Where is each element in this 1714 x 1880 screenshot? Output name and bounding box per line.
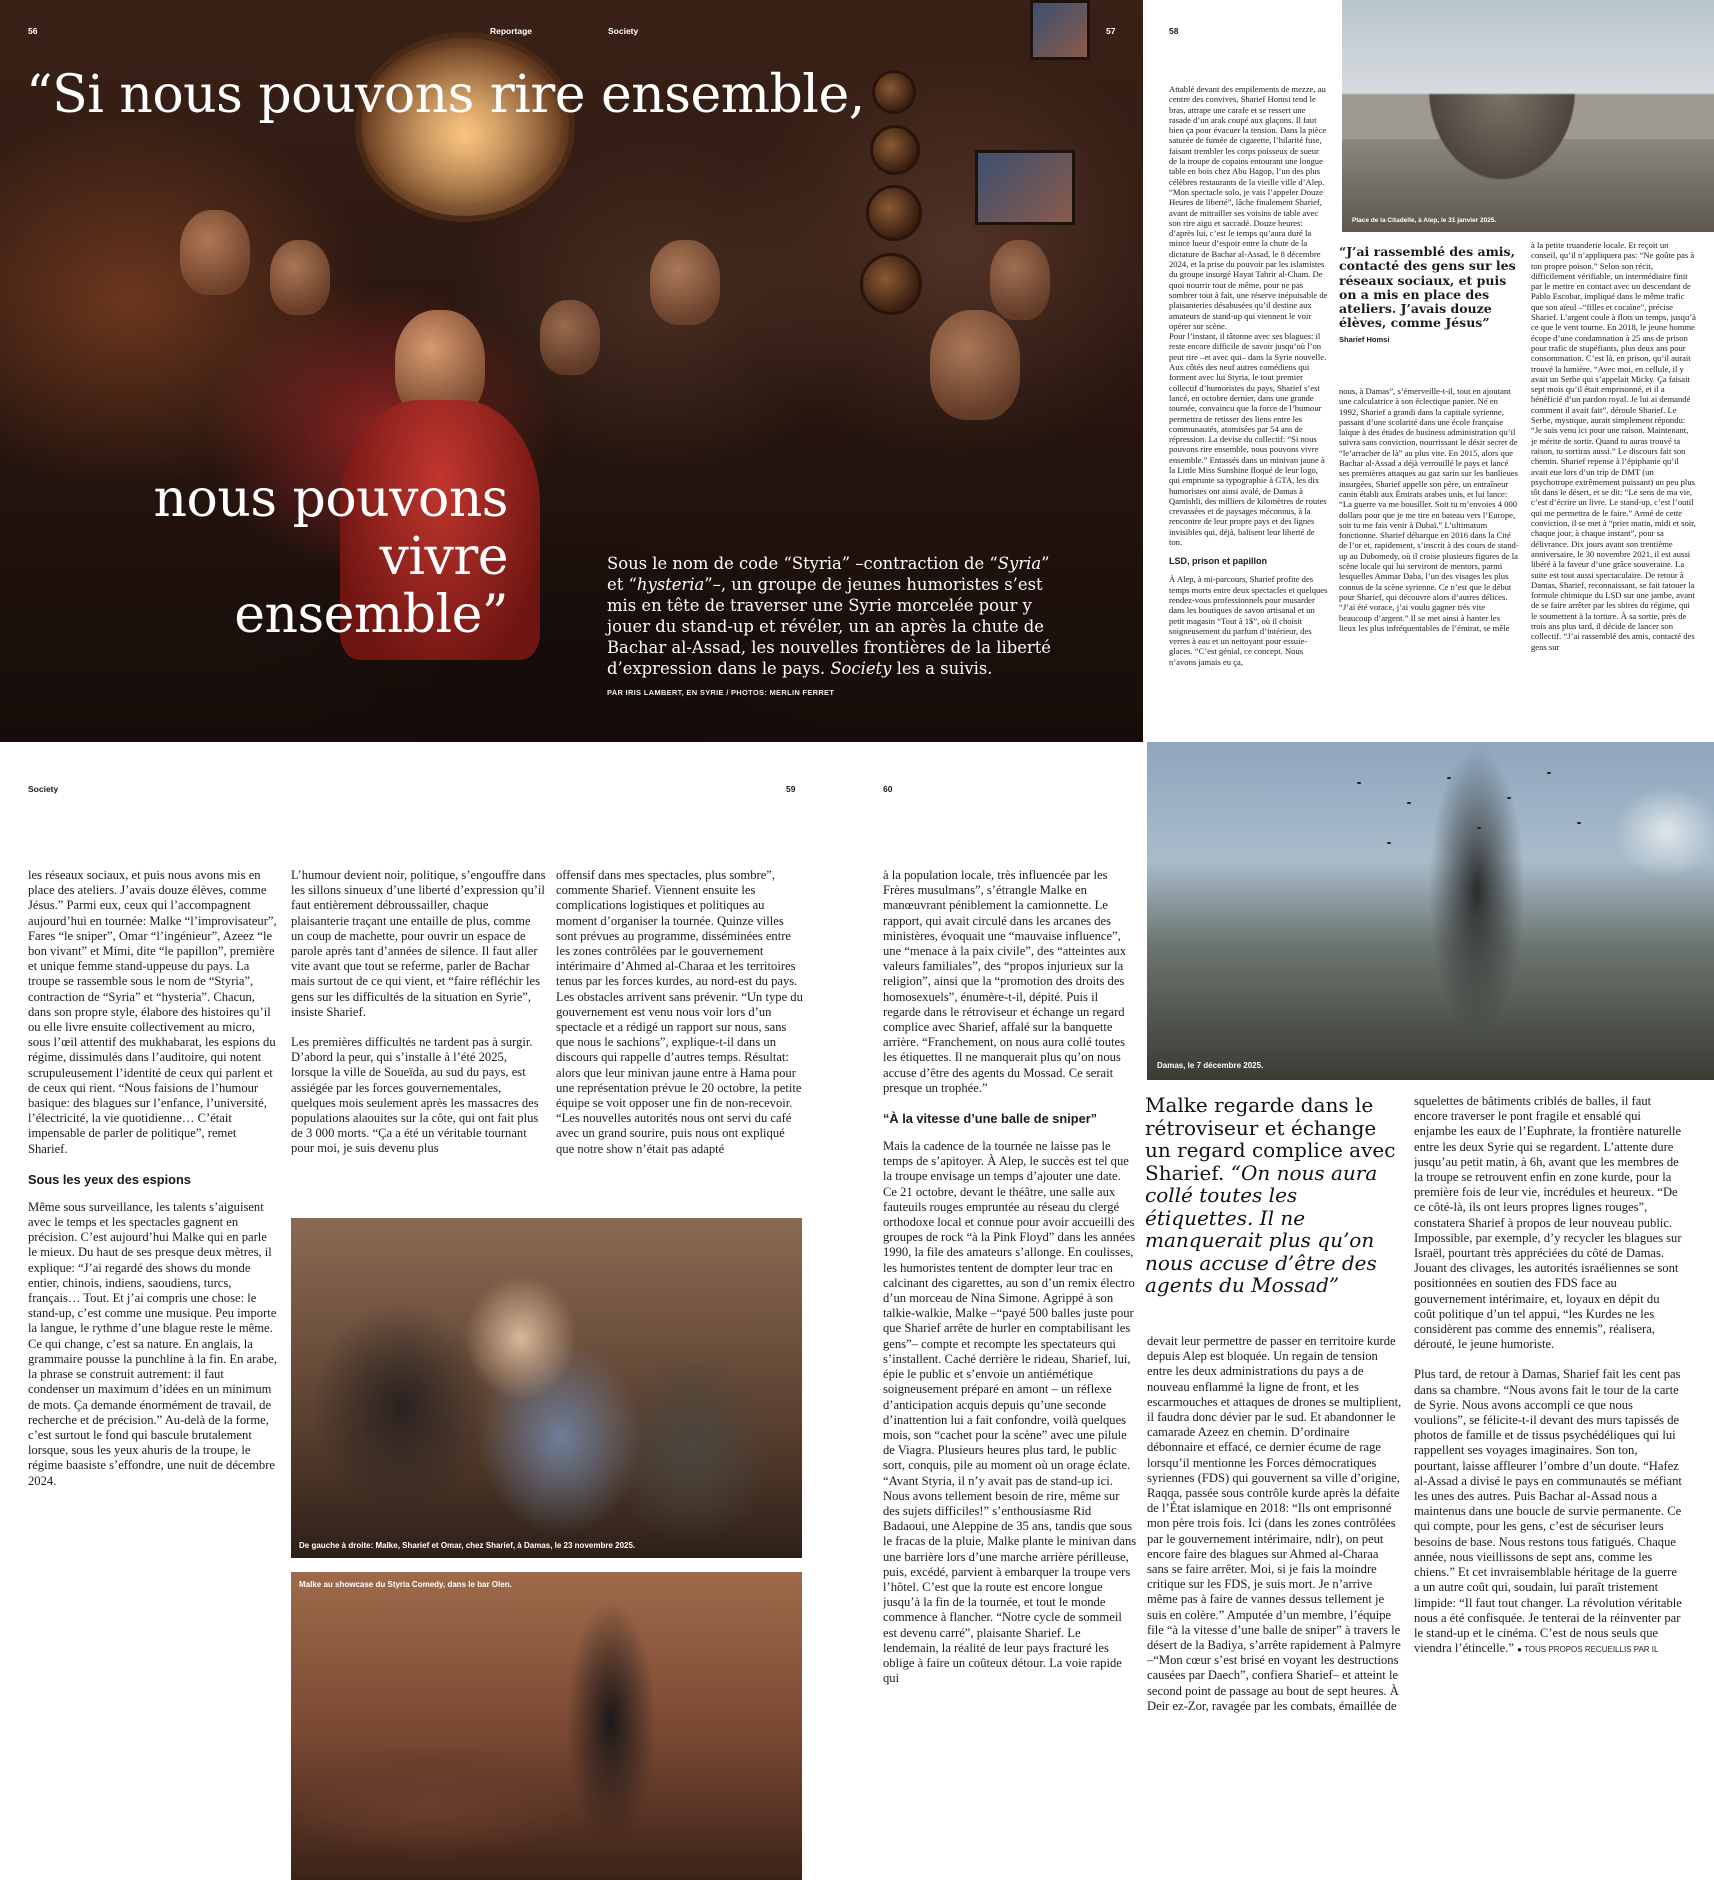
copper-pan <box>860 253 922 315</box>
text-column-1 <box>883 868 1137 1868</box>
text-column-1 <box>28 868 278 1568</box>
wall-picture <box>1030 0 1090 60</box>
folio-58: 58 <box>1169 26 1179 36</box>
runner-magazine: Society <box>608 26 639 36</box>
paragraph: nous, à Damas”, s’émerveille-t-il, tout en ajoutant une calculatrice à son éclectique panier. Né en 1992, Sharief a grandi dans la capitale syrienne, passant d’une scolarité dans une école française laïque à des études de business administration qu’il suivra sans conviction, nourrissant le désir secret de “le’arracher de là” au plus vite. En 2015, alors que Bachar al-Assad a déjà verrouillé le pays et lancé ses premières attaques au gaz sarin sur les banlieues insurgées, Sharief appelle son père, un entraîneur canin établi aux Émirats arabes unis, et lui lance: “La guerre va me bousiller. Soit tu m’envoies 4 000 dollars pour que je me tire en bateau vers l’Europe, soit tu me fais venir à Dubaï.” L’ultimatum fonctionne. Sharief débarque en 2016 dans la Cité de l’or et, rapidement, s’inscrit à des cours de stand-up au Dubomedy, où il croise plusieurs figures de la scène locale qui lui serviront de mentors, parmi lesquelles Ammar Daba, l’un des visages les plus connus de la scène syrienne. Ce n’est que le début pour Sharief, qui découvre alors d’autres délices. “J’ai été vorace, j’ai voulu gagner très vite beaucoup d’argent.” Il se met ainsi à hanter les lieux les plus infréquentables de l’émirat, se mêle <box>1339 386 1519 633</box>
lead-text: Sous le nom de code “Styria” –contraction de “ <box>607 554 998 573</box>
paragraph: Même sous surveillance, les talents s’aiguisent avec le temps et les spectacles gagnent en précision. C’est aujourd’hui Malke qui en parle le mieux. Du haut de ses presque deux mètres, il explique: “J’ai regardé des shows du monde entier, chinois, indiens, saoudiens, turcs, français… Tout. Et j’ai compris une chose: le stand-up, c’est comme une musique. Peu importe la langue, le rythme d’une blague reste le même. Ce qui change, c’est sa nature. En anglais, la grammaire pousse la punchline à la fin. En arabe, la phrase se construit autrement: il faut condenser un maximum d’idées en un minimum de mots. Ça demande énormément de travail, de recherche et de précision.” Au-delà de la forme, c’est surtout le fond qui bascule brutalement lorsque, sous les yeux ahuris de la troupe, le régime baasiste s’effondre, une nuit de décembre 2024. <box>28 1199 277 1488</box>
photo-comedy-showcase <box>291 1572 802 1880</box>
paragraph: à la petite truanderie locale. Et reçoit un conseil, qu’il n’appliquera pas: “Ne goûte pas à ton propre poison.” Selon son récit, difficilement vérifiable, un intermédiaire finit par le mettre en contact avec un descendant de Pablo Escobar, impliqué dans le même trafic que son aïeul –“filles et cocaïne”, précise Sharief. L’argent coule à flots un temps, jusqu’à ce que le vent tourne. En 2018, le jeune homme écope d’une condamnation à 25 ans de prison pour trafic de stupéfiants, plus deux ans pour consommation. C’est là, en prison, qu’il aurait trouvé la lumière. “Avec moi, en cellule, il y avait un Serbe qui s’appelait Micky. Ça faisait sept mois qu’il était emprisonné, et il a bénéficié d’un pardon royal. Je lui ai demandé comment il avait fait”, déroule Sharief. Le Serbe, mystique, aurait simplement répondu: “Je suis venu ici pour une raison. Maintenant, je mérite de sortir. Quand tu auras trouvé ta raison, tu sortiras aussi.” Le discours fait son chemin. Sharief repense à l’épiphanie qu’il avait eue lors d’un trip de DMT (un psychotrope extrêmement puissant) un peu plus tôt dans le désert, et se dit: “Le sens de ma vie, c’est d’écrire un livre. Le stand-up, c’est l’outil qui me permettra de le faire.” Armé de cette conviction, il se met à “prier matin, midi et soir, chaque jour, à chaque instant”, pour sa délivrance. Dix jours avant son trentième anniversaire, le 30 novembre 2021, il est aussi libéré à la faveur d’une grâce souveraine. La suite est tout aussi spectaculaire. De retour à Damas, Sharief, reconnaissant, se fait tatouer la formule chimique du LSD sur une jambe, avant de se faire arrêter par les sbires du régime, qui le soumettent à la torture. À sa sortie, près de trois ans plus tard, il décide de lancer son collectif. “J’ai rassemblé des amis, contacté des gens sur <box>1531 240 1696 652</box>
pull-quote <box>1145 1094 1400 1297</box>
lead-text: ”–, un groupe de jeunes humoristes s’est mis en tête de traverser une Syrie morcelée pour y jouer du stand-up et révéler, un an après la chute de Bachar al-Assad, les nouvelles frontières de la liberté d’expression dans le pays. <box>607 575 1052 678</box>
folio-56: 56 <box>28 26 38 36</box>
paragraph: les réseaux sociaux, et puis nous avons mis en place des ateliers. J’avais douze élèves, comme Jésus.” Parmi eux, ceux qui l’accompagnent aujourd’hui en tournée: Malke “l’improvisateur”, Fares “le sniper”, Omar “l’ingénieur”, Azeez “le bon vivant” et Mimi, dite “le papillon”, première et unique femme stand-uppeuse du pays. La troupe se rassemble sous le nom de “Styria”, contraction de “Syria” et “hysteria”. Chacun, dans son propre style, élabore des histoires qu’il ou elle livre ensuite collectivement au micro, sous l’œil attentif des mukhabarat, les espions du régime, dissimulés dans l’auditoire, qui notent scrupuleusement l’identité de ceux qui parlent et de ceux qui rient. “Nous faisions de l’humour basique: des blagues sur l’enfance, l’université, l’électricité, la vie quotidienne… C’était impensable de parler de politique”, remet Sharief. <box>28 868 277 1156</box>
photo-comedians-room <box>291 1218 802 1558</box>
photo-damascus-square <box>1147 742 1714 1080</box>
paragraph: À Alep, à mi-parcours, Sharief profite des temps morts entre deux spectacles et quelques rendez-vous professionnels pour musarder dans les boutiques de savon artisanal et un petit magasin “Tout à 1$”, où il choisit soigneusement du parfum d’intérieur, des verres à eau et un nettoyant pour essuie-glaces. “C’est génial, ce concept. Nous n’avons jamais eu ça, <box>1169 574 1328 667</box>
page-58 <box>1143 0 1714 742</box>
text-column-3 <box>556 868 806 1204</box>
paragraph: Pour l’instant, il tâtonne avec ses blagues: il reste encore difficile de savoir jusqu’où l’on peut rire –et avec qui– dans la Syrie nouvelle. Aux côtés des neuf autres comédiens qui forment avec lui Styria, le tout premier collectif d’humoristes du pays, Sharief s’est lancé, en octobre dernier, dans une grande tournée, convaincu que la force de l’humour permettra de retisser des liens entre les communautés, atomisées par 54 ans de répression. La devise du collectif: “Si nous pouvons rire ensemble, nous pouvons vivre ensemble.” Entassés dans un minivan jaune à la Little Miss Sunshine floqué de leur logo, qui emprunte sa typographie à GTA, les dix humoristes ont ainsi avalé, de Damas à Qamishli, des milliers de kilomètres de routes crevassées et de paysages méconnus, à la rencontre de leur propre pays et des lignes invisibles qui, déjà, balisent leur liberté de ton. <box>1169 331 1327 548</box>
subheading: “À la vitesse d’une balle de sniper” <box>883 1111 1098 1127</box>
audience-member <box>990 240 1050 320</box>
wall-picture <box>975 150 1075 225</box>
round-mirror <box>355 32 575 222</box>
pull-quote-quote: “On nous aura collé toutes les étiquettes. Il ne manquerait plus qu’on nous accuse d’être des agents du Mossad” <box>1145 1160 1378 1297</box>
paragraph: Attablé devant des empilements de mezze, au centre des convives, Sharief Homsi tend le bras, attrape une carafe et se ressert une rasade d’un arak coupé aux glaçons. Il faut bien ça pour évacuer la tension. Dans la pièce saturée de fumée de cigarette, l’hilarité fuse, faisant trembler les corps poisseux de sueur de la troupe de copains entourant une longue table en bois chez Abu Hagop, l’un des plus célèbres restaurants de la vieille ville d’Alep. “Mon spectacle solo, je vais l’appeler Douze Heures de liberté”, lâche finalement Sharief, avant de mitrailler ses voisins de table avec son rire aigu et saccadé. Douze heures: d’après lui, c’est le temps qu’aura duré la mince lueur d’espoir entre la chute de la dictature de Bachar al-Assad, le 8 décembre 2024, et la prise du pouvoir par les islamistes du groupe insurgé Hayat Tahrir al-Cham. De quoi nourrir tout de même, pour ne pas sombrer tout à fait, une réserve inépuisable de plaisanteries désabusées qu’il destine aux amateurs de stand-up qui viennent le voir opérer sur scène. <box>1169 84 1328 331</box>
paragraph: devait leur permettre de passer en territoire kurde depuis Alep est bloquée. Un regain de tension entre les deux administrations du pays a de nouveau enflammé la ligne de front, et les escarmouches et attaques de drones se multiplient, il faudra donc dévier par le sud. Et abandonner le camarade Azeez en chemin. D’ordinaire débonnaire et effacé, ce dernier écume de rage lorsqu’il mentionne les Forces démocratiques syriennes (FDS) qui gouvernent sa ville d’origine, Raqqa, passée sous contrôle kurde après la défaite de l’État islamique en 2018: “Ils ont emprisonné mon père trois fois. Ici (dans les zones contrôlées par le gouvernement intérimaire, ndlr), on peut encore faire des blagues sur Ahmed al-Charaa sans se faire arrêter. Moi, si je fais la moindre critique sur les FDS, je suis mort. Je n’arrive même pas à faire de vannes dessus tellement je suis en colère.” Amputée d’un membre, l’équipe file “à la vitesse d’une balle de sniper” à travers le désert de la Badiya, s’arrête rapidement à Palmyre –“Mon cœur s’est brisé en voyant les destructions causées par Daech”, confiera Sharief– et atteint le second point de passage au bout de sept heures. À Deir ez-Zor, ravagée par les combats, émaillée de <box>1147 1334 1402 1713</box>
lead-paragraph <box>607 553 1062 679</box>
paragraph: à la population locale, très influencée par les Frères musulmans”, s’étrangle Malke en manœuvrant péniblement la camionnette. Le rapport, qui avait circulé dans les arcanes des ministères, évoquait une “mauvaise influence”, une “menace à la paix civile”, des “atteintes aux valeurs familiales”, des “propos injurieux sur la religion”, ainsi que la “promotion des droits des homosexuels”, énumère-t-il, dépité. Puis il regarde dans le rétroviseur et échange un regard complice avec Sharief, affalé sur la banquette arrière. “Franchement, on nous aura collé toutes les étiquettes. Il ne manquerait plus qu’on nous accuse d’être des agents du Mossad. Ce serait presque un trophée.” <box>883 868 1127 1095</box>
pull-quote <box>1339 245 1519 347</box>
byline: PAR IRIS LAMBERT, EN SYRIE / PHOTOS: MERLIN FERRET <box>607 688 835 697</box>
lead-text: hysteria <box>636 575 705 594</box>
photo-caption: Malke au showcase du Styria Comedy, dans le bar Olen. <box>299 1580 512 1589</box>
page-59 <box>0 742 857 1880</box>
photo-caption: De gauche à droite: Malke, Sharief et Omar, chez Sharief, à Damas, le 23 novembre 2025. <box>299 1541 636 1550</box>
headline-quote-top: “Si nous pouvons rire ensemble, <box>26 65 865 125</box>
audience-member <box>180 210 250 295</box>
audience-member <box>270 240 330 315</box>
page-60 <box>857 742 1714 1880</box>
pull-quote-text: “J’ai rassemblé des amis, contacté des gens sur les réseaux sociaux, et puis on a mis en place des ateliers. J’avais douze élèves, comme Jésus” <box>1339 244 1516 331</box>
text-column-3 <box>1531 240 1696 689</box>
copper-pan <box>872 70 916 114</box>
subheading: LSD, prison et papillon <box>1169 556 1268 567</box>
paragraph: Plus tard, de retour à Damas, Sharief fait les cent pas dans sa chambre. “Nous avons fait le tour de la carte de Syrie. Nous avons accompli ce que nous voulions”, se félicite-t-il devant des murs tapissés de photos de famille et de tissus psychédéliques qui lui rappellent ses voyages imaginaires. Son ton, pourtant, laisse affleurer l’ombre d’un doute. “Hafez al-Assad a divisé le pays en communautés se méfiant les unes des autres. Puis Bachar al-Assad nous a maintenus dans une boucle de survie permanente. Ce qui compte, pour les gens, c’est de sécuriser leurs besoins de base. Nous restons tous fatigués. Chaque année, nous vieillissons de sept ans, comme les chiens.” Et cet invraisemblable héritage de la guerre a un autre coût qui, soudain, lui paraît tristement limpide: “Il faut tout changer. La révolution véritable nous a été confisquée. Je tenterai de la réinventer par le stand-up et le cinéma. C’est de nous seuls que viendra l’étincelle.” <box>1414 1367 1682 1656</box>
end-note: ● TOUS PROPOS RECUEILLIS PAR IL <box>1517 1645 1659 1655</box>
audience-member <box>930 310 1020 420</box>
text-column-2 <box>1339 386 1519 689</box>
subheading: Sous les yeux des espions <box>28 1171 191 1187</box>
folio-60: 60 <box>883 784 893 794</box>
paragraph: Mais la cadence de la tournée ne laisse pas le temps de s’apitoyer. À Alep, le succès est tel que la troupe envisage un temps d’ajouter une date. Ce 21 octobre, devant le théâtre, une salle aux fauteuils rouges empruntée au réseau du clergé orthodoxe local et connue pour avoir accueilli des groupes de rock “à la Pink Floyd” dans les années 1990, la file des amateurs s’allonge. En coulisses, les humoristes tentent de dompter leur trac en calcinant des cigarettes, au son d’un remix électro d’un morceau de Nina Simone. Agrippé à son talkie-walkie, Malke –“payé 500 balles juste pour que Sharief arrête de hurler en comptabilisant les gens”– compte et recompte les spectateurs qui s’installent. Caché derrière le rideau, Sharief, lui, épie le public et s’envoie un antiémétique soigneusement préparé en amont – un réflexe d’anticipation acquis depuis qu’une seconde d’inattention lui a fait confondre, voilà quelques mois, son “cachet pour la scène” avec une pilule de Viagra. Plusieurs heures plus tard, le public sort, conquis, pile au moment où un orage éclate. “Avant Styria, il n’y avait pas de stand-up ici. Nous avons tellement besoin de rire, même sur des sujets difficiles!” s’enthousiasme Rid Badaoui, une Aleppine de 35 ans, tandis que sous le fracas de la pluie, Malke plante le minivan dans une barrière lors d’une marche arrière périlleuse, puis, excédé, parvient à embarquer la troupe vers l’hôtel. C’est que la route est encore longue jusqu’à la fin de la tournée, et tout le monde commence à flancher. “Notre cycle de sommeil est devenu carré”, plaisante Sharief. Le lendemain, la réalité de leur pays fracturé les oblige à faire un coûteux détour. La voie rapide qui <box>883 1139 1137 1686</box>
lead-text: Syria <box>997 554 1042 573</box>
audience-member <box>540 300 600 375</box>
paragraph: offensif dans mes spectacles, plus sombre”, commente Sharief. Viennent ensuite les complications logistiques et politiques au moment d’organiser la tournée. Quinze villes sont prévues au programme, disséminées entre les zones contrôlées par le gouvernement intérimaire d’Ahmed al-Charaa et les territoires tenus par les forces kurdes, au nord-est du pays. Les obstacles arrivent sans prévenir. “Un type du gouvernement est venu nous voir lors d’un spectacle et a rédigé un rapport sur nous, sans que nous le sachions”, explique-t-il dans un discours qui rappelle d’autres temps. Résultat: alors que leur minivan jaune entre à Hama pour une représentation prévue le 20 octobre, la petite équipe se voit opposer une fin de non-recevoir. “Les nouvelles autorités nous ont servi du café avec un grand sourire, puis nous ont expliqué que notre show n’était pas adapté <box>556 868 803 1156</box>
headline-quote-bottom: nous pouvons vivre ensemble” <box>153 469 508 645</box>
photo-caption: Damas, le 7 décembre 2025. <box>1157 1061 1264 1070</box>
text-column-1 <box>1169 84 1329 689</box>
spread-56-57 <box>0 0 1143 742</box>
paragraph: L’humour devient noir, politique, s’engouffre dans les sillons sinueux d’une liberté d’expression qu’il faut entièrement débroussailler, chaque plaisanterie traçant une entaille de plus, comme un coup de machette, pour ouvrir un espace de parole après tant d’années de silence. Il faut aller vite avant que tout se referme, parler de Bachar mais surtout de ce qui vient, et “faire réfléchir les gens sur les difficultés de la situation en Syrie”, insiste Sharief. <box>291 868 546 1019</box>
folio-57: 57 <box>1106 26 1116 36</box>
pull-quote-signature: Sharief Homsi <box>1339 334 1390 344</box>
folio-59: 59 <box>786 784 796 794</box>
lead-text: ” et “ <box>607 554 1050 594</box>
photo-aleppo-citadel <box>1342 0 1714 232</box>
paragraph: squelettes de bâtiments criblés de balles, il faut encore traverser le pont fragile et ensablé qui enjambe les eaux de l’Euphrate, la frontière naturelle entre les deux Syrie qui se regardent. L’attente dure jusqu’au petit matin, à 6h, avant que les membres de la troupe se retrouvent enfin en zone kurde, pour la première fois de leur vie, incrédules et heureux. “De ce côté-là, ils ont leurs propres lignes rouges”, constatera Sharief à propos de leur nouveau public. Impossible, par exemple, d’y recycler les blagues sur Israël, pourtant très appréciées du côté de Damas. Jouant des clivages, les autorités israéliennes se sont positionnées en soutien des FDS face au gouvernement intérimaire, et, loyaux en dépit du coût politique d’un tel appui, “les Kurdes ne les considèrent pas comme des ennemis”, réalisera, dérouté, le jeune humoriste. <box>1414 1094 1682 1352</box>
pull-quote-text: Malke regarde dans le rétroviseur et échange un regard complice avec Sharief. <box>1145 1093 1396 1185</box>
photo-caption: Place de la Citadelle, à Alep, le 31 janvier 2025. <box>1352 217 1497 224</box>
text-column-3 <box>1414 1094 1684 1870</box>
paragraph: Les premières difficultés ne tardent pas à surgir. D’abord la peur, qui s’installe à l’été 2025, lorsque la ville de Soueïda, au sud du pays, est assiégée par les forces gouvernementales, quelques mois seulement après les massacres des populations alaouites sur la côte, qui ont fait plus de 3 000 morts. “Ça a été un véritable tournant pour moi, je suis devenu plus <box>291 1035 539 1156</box>
lead-text: Society <box>830 659 892 678</box>
runner-magazine: Society <box>28 784 59 794</box>
text-column-2 <box>291 868 546 1204</box>
runner-section: Reportage <box>490 26 533 36</box>
text-column-2 <box>1147 1334 1402 1870</box>
copper-pan <box>866 185 922 241</box>
lead-text: les a suivis. <box>891 659 993 678</box>
copper-pan <box>870 125 920 175</box>
audience-member <box>650 240 720 325</box>
